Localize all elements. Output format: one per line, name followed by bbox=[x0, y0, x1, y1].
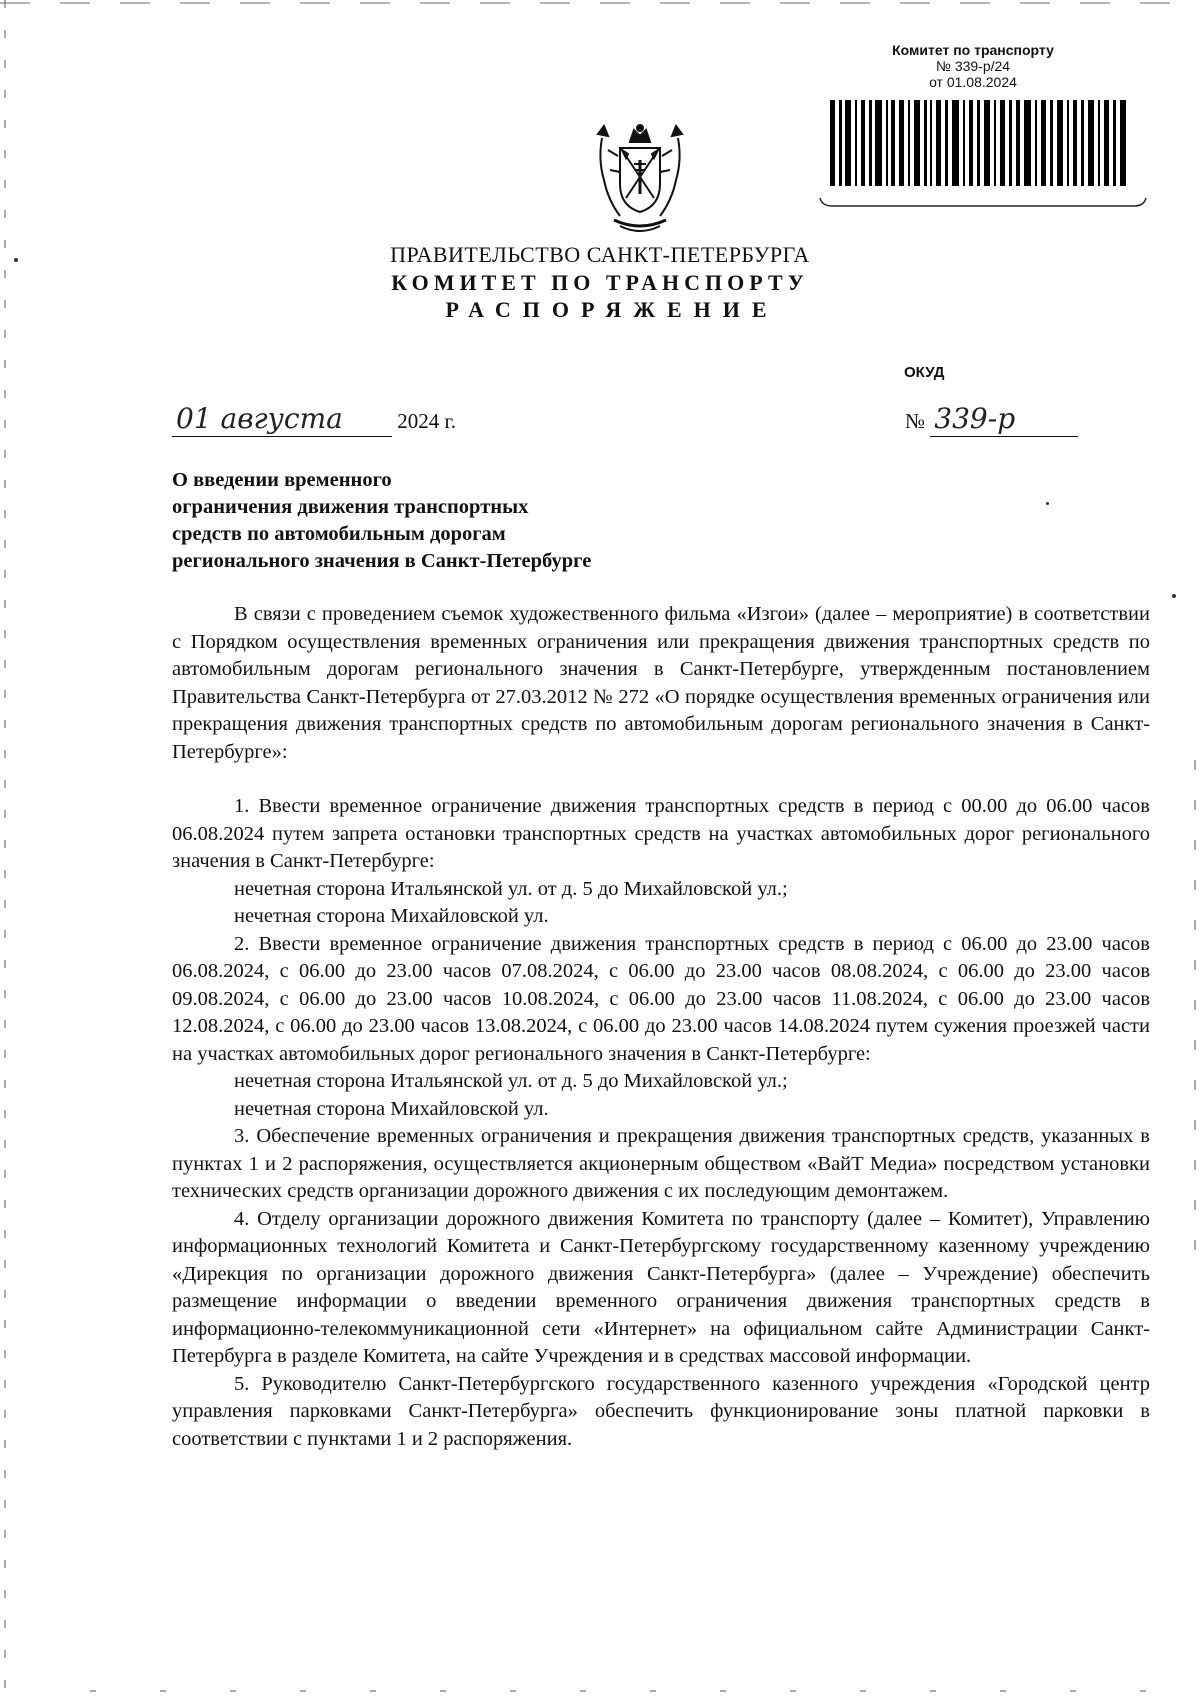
scan-edge-top bbox=[0, 2, 1200, 4]
document-body bbox=[172, 601, 1150, 1453]
stamp-bracket bbox=[818, 196, 1148, 210]
item-1-road: нечетная сторона Михайловской ул. bbox=[234, 905, 549, 927]
item-4: 4. Отделу организации дорожного движения Комитета по транспорту (далее – Комитет), Управлению информационных технологий Комитета и Санкт-Петербургскому государственному казенному учреждению «Дирекция по организации дорожного движения Санкт-Петербурга» (далее – Учреждение) обеспечить размещение информации о введении временного ограничения движения транспортных средств в информационно-телекоммуникационной сети «Интернет» на официальном сайте Администрации Санкт-Петербурга в разделе Комитета, на сайте Учреждения и в средствах массовой информации. bbox=[172, 1207, 1150, 1367]
date-field bbox=[172, 404, 392, 437]
subject-line: регионального значения в Санкт-Петербурге bbox=[172, 550, 592, 572]
stamp-number: № 339-р/24 bbox=[935, 58, 1011, 74]
scan-edge-right bbox=[1194, 760, 1196, 1280]
stamp-organization: Комитет по транспорту bbox=[892, 42, 1054, 58]
subject-line: О введении временного bbox=[172, 469, 392, 491]
scan-speck bbox=[1046, 502, 1049, 505]
okud-label: ОКУД bbox=[904, 364, 945, 381]
item-2: 2. Ввести временное ограничение движения транспортных средств в период с 06.00 до 23.00 часов 06.08.2024, с 06.00 до 23.00 часов 07.08.2024, с 06.00 до 23.00 часов 08.08.2024, с 06.00 до 23.00 часов 09.08.2024, с 06.00 до 23.00 часов 10.08.2024, с 06.00 до 23.00 часов 11.08.2024, с 06.00 до 23.00 часов 12.08.2024, с 06.00 до 23.00 часов 13.08.2024, с 06.00 до 23.00 часов 14.08.2024 путем сужения проезжей части на участках автомобильных дорог регионального значения в Санкт-Петербурге: bbox=[172, 932, 1150, 1065]
item-1-road: нечетная сторона Итальянской ул. от д. 5 до Михайловской ул.; bbox=[234, 877, 788, 900]
order-year: 2024 г. bbox=[397, 409, 456, 433]
subject-line: средств по автомобильным дорогам bbox=[172, 523, 506, 545]
spb-coat-of-arms-icon bbox=[590, 120, 690, 238]
scan-speck bbox=[1172, 594, 1176, 598]
committee-title: КОМИТЕТ ПО ТРАНСПОРТУ bbox=[391, 270, 809, 295]
preamble-paragraph: В связи с проведением съемок художественного фильма «Изгои» (далее – мероприятие) в соответствии с Порядком осуществления временных ограничения или прекращения движения транспортных средств по автомобильным дорогам регионального значения в Санкт-Петербурге, утвержденным постановлением Правительства Санкт-Петербурга от 27.03.2012 № 272 «О порядке осуществления временных ограничения или прекращения движения транспортных средств по автомобильным дорогам регионального значения в Санкт-Петербурге»: bbox=[172, 603, 1150, 763]
scan-edge-bottom bbox=[90, 1690, 1150, 1692]
registration-stamp bbox=[818, 42, 1128, 90]
government-title: ПРАВИТЕЛЬСТВО САНКТ-ПЕТЕРБУРГА bbox=[390, 242, 810, 267]
subject-line: ограничения движения транспортных bbox=[172, 496, 529, 518]
document-subject bbox=[172, 467, 732, 575]
item-1: 1. Ввести временное ограничение движения транспортных средств в период с 00.00 до 06.00 часов 06.08.2024 путем запрета остановки транспортных средств на участках автомобильных дорог регионального значения в Санкт-Петербурге: bbox=[172, 795, 1150, 872]
item-2-road: нечетная сторона Михайловской ул. bbox=[234, 1097, 549, 1120]
barcode-icon bbox=[830, 100, 1130, 186]
paragraph-gap bbox=[172, 766, 1150, 793]
item-2-road: нечетная сторона Итальянской ул. от д. 5 до Михайловской ул.; bbox=[234, 1070, 788, 1092]
handwritten-number: 339-р bbox=[934, 402, 1016, 435]
number-prefix: № bbox=[905, 409, 926, 433]
number-field bbox=[930, 404, 1078, 437]
order-number bbox=[905, 404, 1078, 437]
item-3: 3. Обеспечение временных ограничения и прекращения движения транспортных средств, указанных в пунктах 1 и 2 распоряжения, осуществляется акционерным обществом «ВайТ Медиа» посредством установки технических средств организации дорожного движения с их последующим демонтажем. bbox=[172, 1125, 1150, 1202]
handwritten-date: 01 августа bbox=[176, 402, 343, 435]
document-type-title: РАСПОРЯЖЕНИЕ bbox=[445, 297, 779, 322]
stamp-date: от 01.08.2024 bbox=[929, 74, 1017, 90]
order-date bbox=[172, 404, 456, 437]
item-5: 5. Руководителю Санкт-Петербургского государственного казенного учреждения «Городской центр управления парковками Санкт-Петербурга» обеспечить функционирование зоны платной парковки в соответствии с пунктами 1 и 2 распоряжения. bbox=[172, 1372, 1150, 1450]
